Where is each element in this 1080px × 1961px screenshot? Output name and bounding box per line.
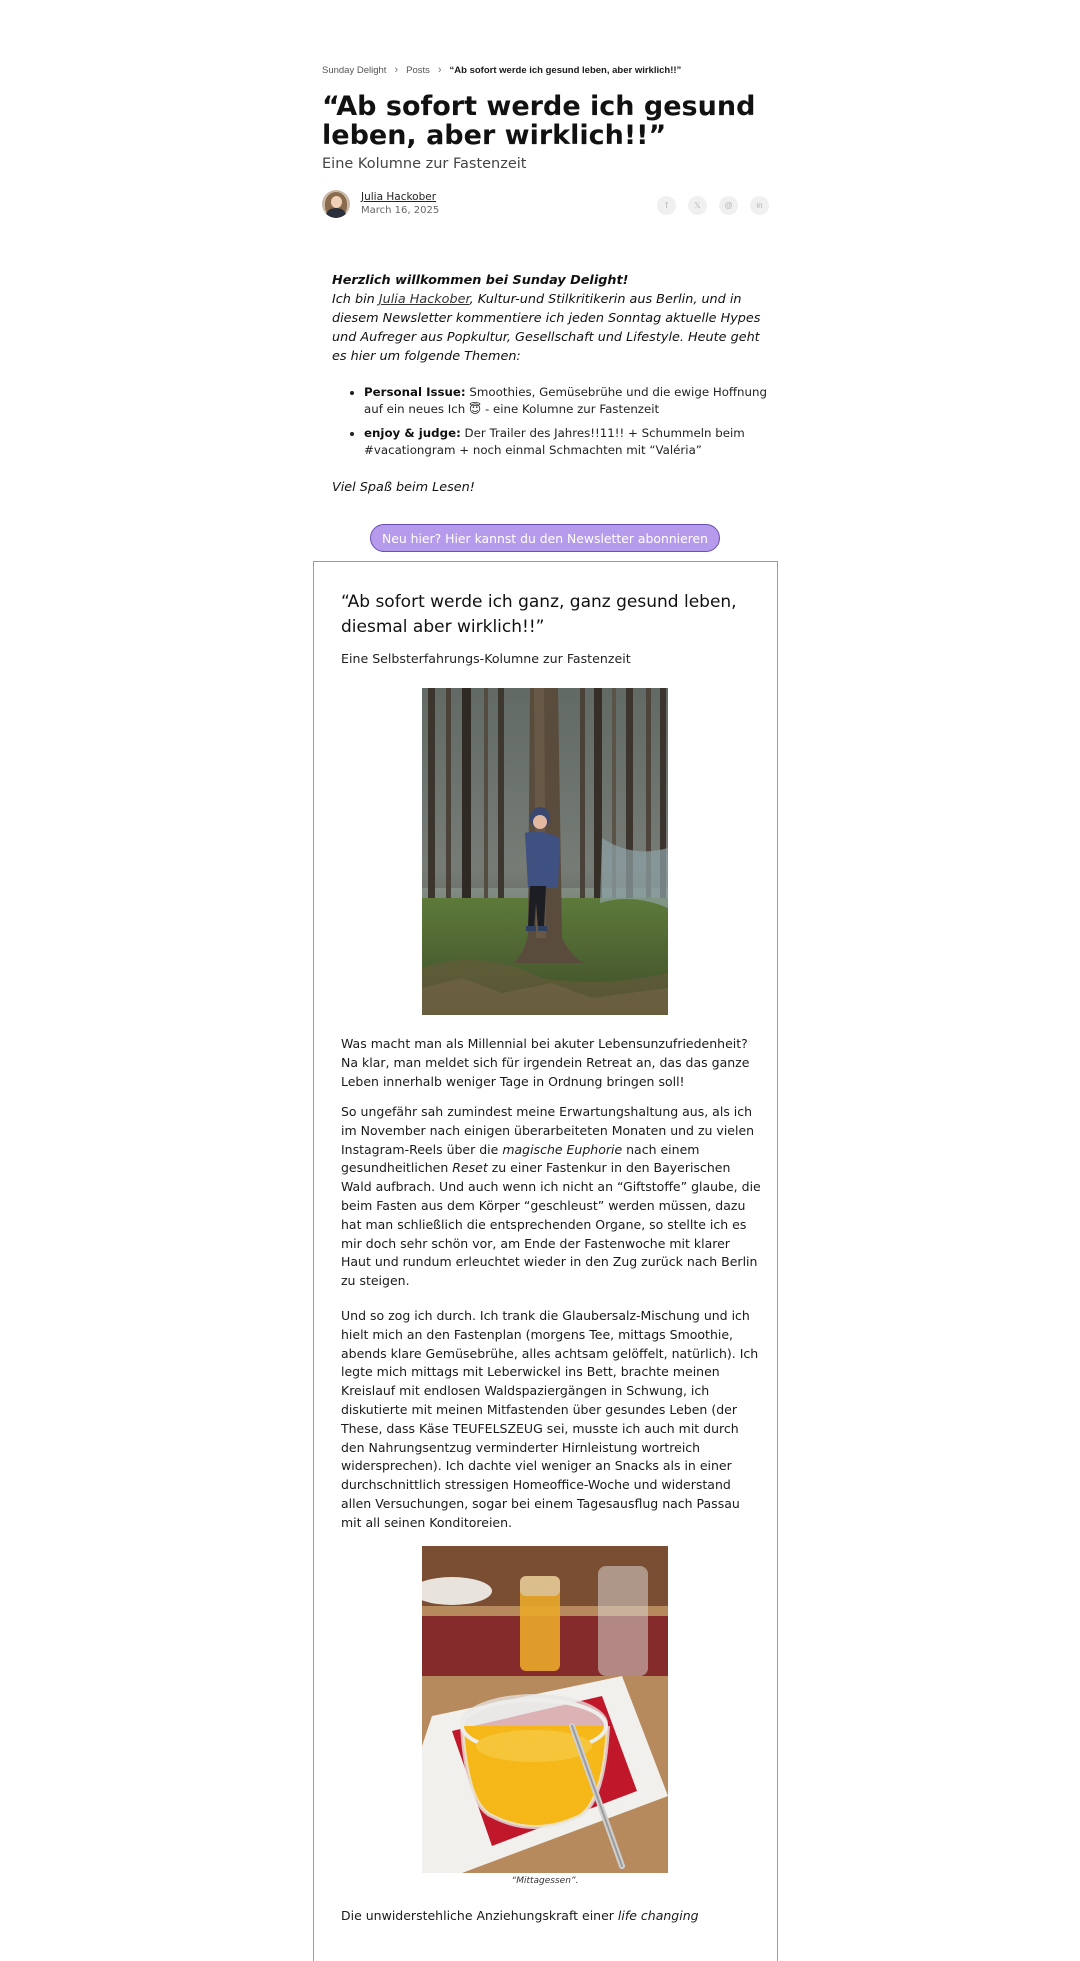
- x-icon[interactable]: 𝕏: [688, 196, 707, 215]
- share-buttons: [657, 196, 769, 215]
- forest-photo: [422, 688, 668, 1015]
- article-subtitle: Eine Selbsterfahrungs-Kolumne zur Fastenzeit: [341, 651, 631, 666]
- topic-text: Smoothies, Gemüsebrühe und die ewige Hoffnung auf ein neues Ich 😇 - eine Kolumne zur Fastenzeit: [364, 385, 767, 416]
- topics-list: [344, 384, 782, 466]
- welcome-heading: Herzlich willkommen bei Sunday Delight!: [332, 273, 629, 288]
- topic-label: enjoy & judge:: [364, 426, 461, 440]
- author-inline-link[interactable]: Julia Hackober: [378, 292, 470, 307]
- breadcrumb-current: “Ab sofort werde ich gesund leben, aber wirklich!!”: [449, 64, 682, 76]
- article-paragraph: [341, 1907, 761, 1926]
- breadcrumb-item-posts[interactable]: Posts: [406, 64, 430, 76]
- emphasis: life changing: [617, 1908, 699, 1923]
- publish-date: March 16, 2025: [361, 205, 440, 216]
- emphasis: Reset: [452, 1160, 488, 1176]
- avatar[interactable]: [322, 190, 350, 218]
- intro-text-part: , Kultur-und Stilkritikerin aus Berlin, und in diesem Newsletter kommentiere ich jeden Sonntag aktuelle Hypes und Aufreger aus Popkultur, Gesellschaft und Lifestyle. Heute geht es hier um folgende Themen:: [332, 292, 761, 364]
- chevron-right-icon: ›: [437, 64, 442, 76]
- intro-text: [332, 271, 762, 366]
- text-span: Die unwiderstehliche Anziehungskraft einer: [341, 1908, 618, 1923]
- intro-text-part: Ich bin: [332, 292, 379, 307]
- topic-text: Der Trailer des Jahres!!11!! + Schummeln beim #vacationgram + noch einmal Schmachten mit “Valéria”: [364, 426, 745, 457]
- author-link[interactable]: Julia Hackober: [361, 191, 437, 203]
- lunch-photo: [422, 1546, 668, 1873]
- article-paragraph: Was macht man als Millennial bei akuter Lebensunzufriedenheit? Na klar, man meldet sich für irgendein Retreat an, das das ganze Leben innerhalb weniger Tage in Ordnung bringen soll!: [341, 1036, 750, 1089]
- text-span: nach einem gesundheitlichen: [341, 1141, 700, 1176]
- page-subtitle: Eine Kolumne zur Fastenzeit: [322, 156, 527, 172]
- article-paragraph: Und so zog ich durch. Ich trank die Glaubersalz-Mischung und ich hielt mich an den Fastenplan (morgens Tee, mittags Smoothie, abends klare Gemüsebrühe, alles achtsam gelöffelt, natürlich). Ich legte mich mittags mit Leberwickel ins Bett, brachte meinen Kreislauf mit endlosen Waldspaziergängen in Schwung, ich diskutierte mit meinen Mitfastenden über gesundes Leben (der These, dass Käse TEUFELSZEUG sei, musste ich auch mit durch den Nahrungsentzug verminderter Hirnleistung wortreich widersprechen). Ich dachte viel weniger an Snacks als in einer durchschnittlich stressigen Homeoffice-Woche und widerstand allen Versuchungen, sogar bei einem Tagesausflug nach Passau mit all seinen Konditoreien.: [341, 1308, 759, 1530]
- article-title: “Ab sofort werde ich ganz, ganz gesund leben, diesmal aber wirklich!!”: [341, 592, 737, 637]
- linkedin-icon[interactable]: in: [750, 196, 769, 215]
- page-title: “Ab sofort werde ich gesund leben, aber wirklich!!”: [322, 91, 756, 151]
- breadcrumb-item-sunday-delight[interactable]: Sunday Delight: [322, 64, 387, 76]
- threads-icon[interactable]: @: [719, 196, 738, 215]
- closing-text: Viel Spaß beim Lesen!: [332, 480, 475, 495]
- breadcrumb: [322, 64, 681, 76]
- chevron-right-icon: ›: [394, 64, 399, 76]
- list-item: [364, 384, 782, 418]
- photo-caption: “Mittagessen”.: [511, 1876, 579, 1886]
- text-span: So ungefähr sah zumindest meine Erwartungshaltung aus, als ich im November nach einigen überarbeiteten Monaten und zu vielen Instagram-Reels über die: [341, 1104, 755, 1157]
- list-item: [364, 425, 782, 459]
- emphasis: magische Euphorie: [502, 1141, 623, 1157]
- subscribe-button[interactable]: Neu hier? Hier kannst du den Newsletter abonnieren: [370, 524, 720, 552]
- topic-label: Personal Issue:: [364, 385, 466, 399]
- article-paragraph: [341, 1103, 761, 1291]
- byline: [322, 190, 439, 218]
- facebook-icon[interactable]: f: [657, 196, 676, 215]
- text-span: zu einer Fastenkur in den Bayerischen Wald aufbrach. Und auch wenn ich nicht an “Giftstoffe” glaube, die beim Fasten aus dem Körper “geschleust” werden müssen, dazu hat man schließlich die entsprechenden Organe, so stellte ich es mir doch sehr schön vor, am Ende der Fastenwoche mit klarer Haut und rundum erleuchtet wieder in den Zug zurück nach Berlin zu steigen.: [341, 1160, 761, 1289]
